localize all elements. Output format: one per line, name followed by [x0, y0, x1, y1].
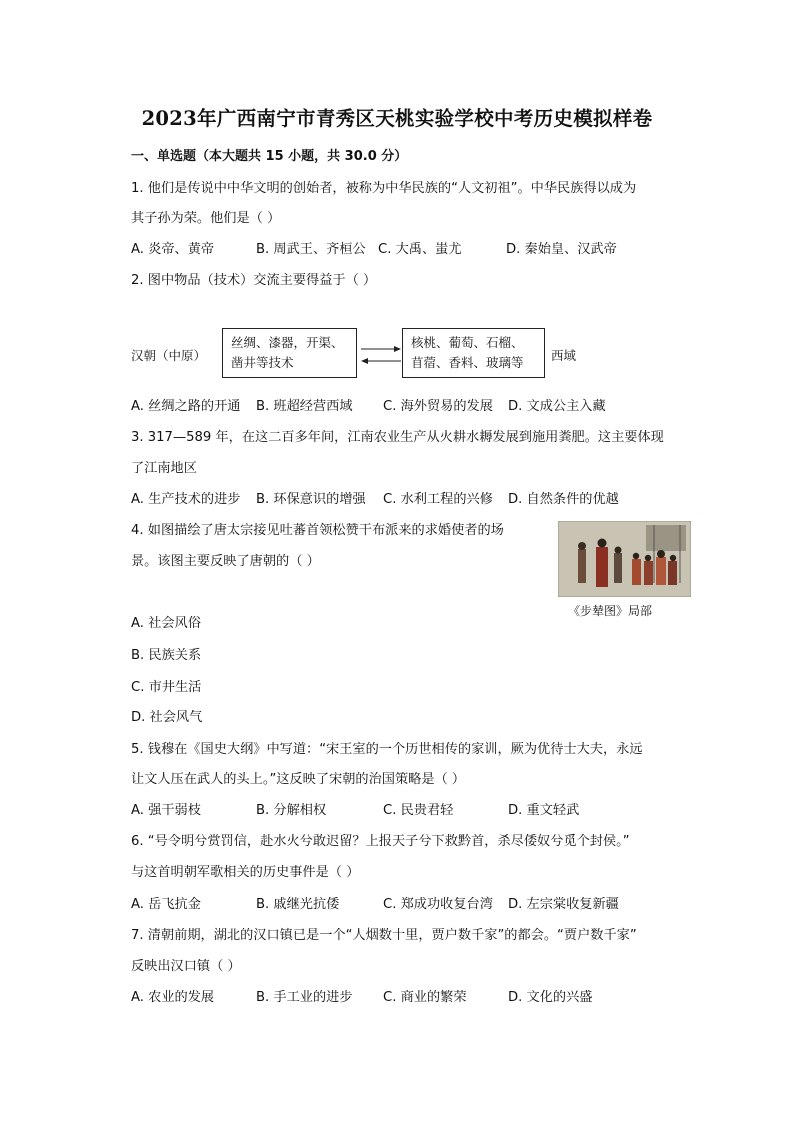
q3-stem-line1: 3. 317—589 年，在这二百多年间，江南农业生产从火耕水耨发展到施用粪肥。这主要体现 [131, 430, 664, 445]
q6-option-d: D. 左宗棠收复新疆 [508, 897, 619, 912]
q2-stem-line1: 2. 图中物品（技术）交流主要得益于（ ） [131, 273, 377, 288]
exam-title: 2023年广西南宁市青秀区天桃实验学校中考历史模拟样卷 [141, 107, 653, 130]
q5-stem-line1: 5. 钱穆在《国史大纲》中写道：“宋王室的一个历世相传的家训，厥为优待士大夫，永远 [131, 742, 643, 757]
q3-option-c: C. 水利工程的兴修 [383, 492, 493, 507]
diagram-left-box-line1: 丝绸、漆器，开渠、 [231, 335, 344, 350]
q5-stem-line2: 让文人压在武人的头上。”这反映了宋朝的治国策略是（ ） [131, 772, 466, 787]
q3-option-b: B. 环保意识的增强 [256, 492, 366, 507]
q2-option-a: A. 丝绸之路的开通 [131, 399, 241, 414]
q1-option-d: D. 秦始皇、汉武帝 [506, 242, 617, 257]
q3-stem-line2: 了江南地区 [131, 461, 197, 476]
q4-stem-line1: 4. 如图描绘了唐太宗接见吐蕃首领松赞干布派来的求婚使者的场 [131, 523, 504, 538]
q7-option-d: D. 文化的兴盛 [508, 990, 593, 1005]
diagram-left-box [222, 328, 357, 378]
q4-option-a: A. 社会风俗 [131, 616, 201, 631]
q5-option-c: C. 民贵君轻 [383, 803, 454, 818]
q4-option-d: D. 社会风气 [131, 710, 203, 725]
q1-stem-line2: 其子孙为荣。他们是（ ） [131, 211, 281, 226]
q5-option-b: B. 分解相权 [256, 803, 327, 818]
q3-option-d: D. 自然条件的优越 [508, 492, 619, 507]
diagram-right-box [402, 328, 545, 378]
q7-option-a: A. 农业的发展 [131, 990, 215, 1005]
trade-exchange-diagram [131, 326, 601, 386]
q3-option-a: A. 生产技术的进步 [131, 492, 241, 507]
q6-stem-line2: 与这首明朝军歌相关的历史事件是（ ） [131, 865, 360, 880]
q1-option-c: C. 大禹、蚩尤 [378, 242, 462, 257]
diagram-left-label: 汉朝（中原） [131, 348, 207, 363]
q2-option-c: C. 海外贸易的发展 [383, 399, 493, 414]
q2-option-d: D. 文成公主入藏 [508, 399, 606, 414]
q4-option-b: B. 民族关系 [131, 648, 202, 663]
q6-option-c: C. 郑成功收复台湾 [383, 897, 493, 912]
q7-option-c: C. 商业的繁荣 [383, 990, 467, 1005]
q6-stem-line1: 6. “号令明兮赏罚信，赴水火兮敢迟留？上报天子兮下救黔首，杀尽倭奴兮觅个封侯。” [131, 834, 630, 849]
q1-option-a: A. 炎帝、黄帝 [131, 242, 215, 257]
diagram-right-box-line2: 苜蓿、香料、玻璃等 [411, 355, 524, 370]
q5-option-d: D. 重文轻武 [508, 803, 580, 818]
q4-stem-line2: 景。该图主要反映了唐朝的（ ） [131, 554, 320, 569]
diagram-left-box-line2: 凿井等技术 [231, 355, 294, 370]
q2-option-b: B. 班超经营西域 [256, 399, 353, 414]
diagram-arrows [359, 340, 403, 370]
q6-option-a: A. 岳飞抗金 [131, 897, 201, 912]
q1-stem-line1: 1. 他们是传说中中华文明的创始者，被称为中华民族的“人文初祖”。中华民族得以成为 [131, 181, 637, 196]
q4-option-c: C. 市井生活 [131, 680, 202, 695]
q6-option-b: B. 戚继光抗倭 [256, 897, 340, 912]
q5-option-a: A. 强干弱枝 [131, 803, 201, 818]
diagram-right-label: 西域 [551, 348, 577, 363]
q7-stem-line1: 7. 清朝前期，湖北的汉口镇已是一个“人烟数十里，贾户数千家”的都会。“贾户数千家” [131, 928, 637, 943]
bunian-tu-painting-image [558, 521, 691, 597]
q7-option-b: B. 手工业的进步 [256, 990, 353, 1005]
painting-caption: 《步辇图》局部 [568, 604, 653, 618]
section-heading: 一、单选题（本大题共 15 小题，共 30.0 分） [131, 149, 408, 164]
diagram-right-box-line1: 核桃、葡萄、石榴、 [411, 335, 524, 350]
q1-option-b: B. 周武王、齐桓公 [256, 242, 366, 257]
q7-stem-line2: 反映出汉口镇（ ） [131, 959, 241, 974]
